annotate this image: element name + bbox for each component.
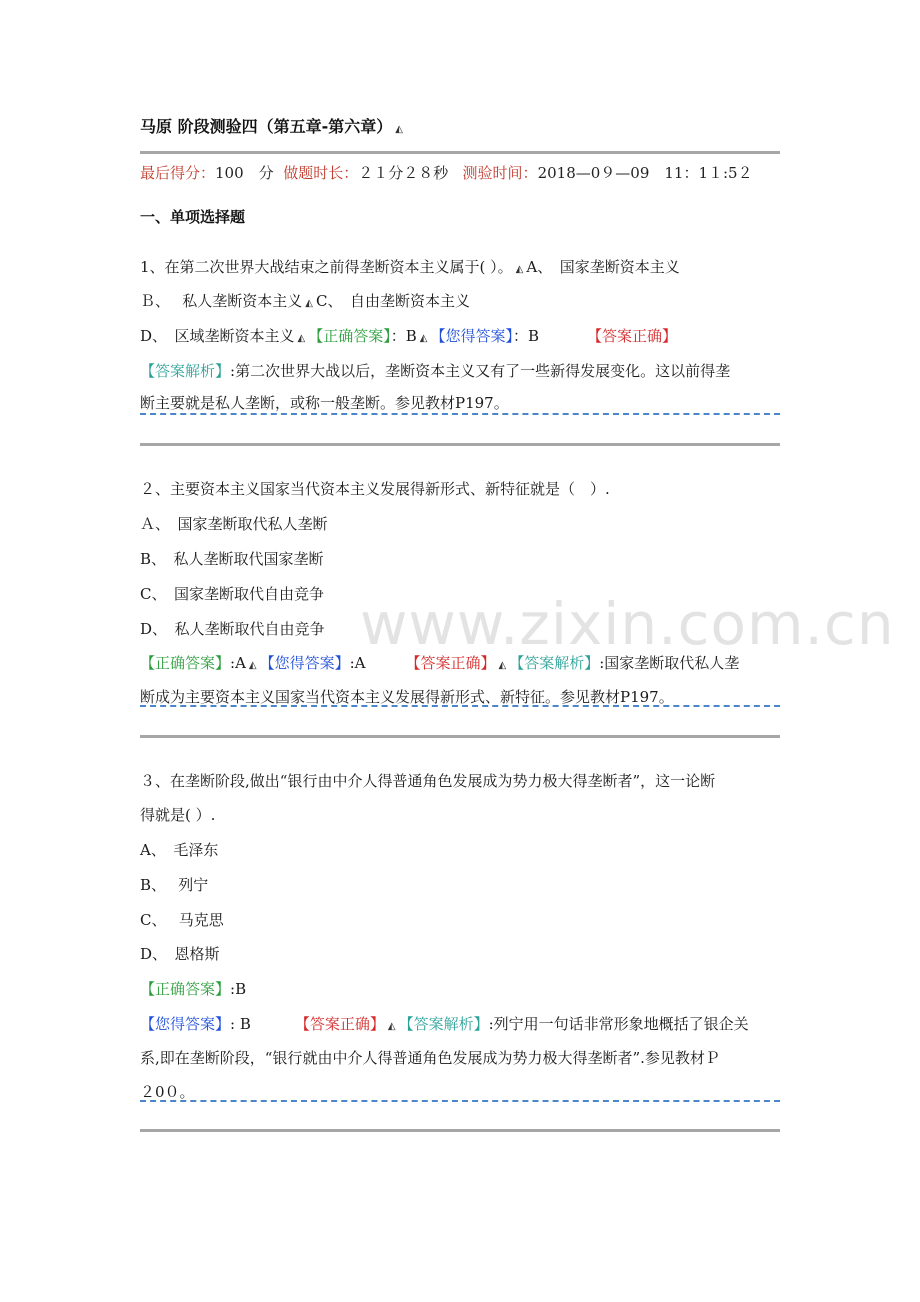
q1-yours-value: ：B	[513, 327, 540, 345]
duration-label: 做题时长：	[283, 164, 359, 182]
q3-correct-line	[140, 978, 246, 999]
paragraph-mark-icon: ◭	[515, 264, 524, 275]
q2-correct-label: 【正确答案】	[140, 654, 231, 672]
q3-analysis-line-2: 系,即在垄断阶段，“银行就由中介人得普通角色发展成为势力极大得垄断者”.参见教材Ｐ	[140, 1049, 720, 1067]
q2-analysis-line-2: 断成为主要资本主义国家当代资本主义发展得新形式、新特征。参见教材P197。	[140, 688, 674, 706]
test-time-value: 2018—0９—09 11：1１:5２	[537, 164, 753, 182]
q2-option-b: B、 私人垄断取代国家垄断	[140, 550, 324, 568]
q3-status: 【答案正确】	[294, 1015, 385, 1033]
divider	[140, 1129, 780, 1132]
score-value: 100 分	[215, 164, 274, 182]
q1-status: 【答案正确】	[587, 327, 678, 345]
dashed-divider	[140, 705, 780, 707]
q1-option-d: D、 区域垄断资本主义	[140, 327, 295, 345]
page-title-text: 马原 阶段测验四（第五章-第六章）	[140, 117, 393, 136]
paragraph-mark-icon: ◭	[248, 660, 257, 671]
q2-option-d: D、 私人垄断取代自由竞争	[140, 620, 325, 638]
page-title	[140, 114, 406, 137]
q3-correct-label: 【正确答案】	[140, 980, 231, 998]
q2-option-a: Ａ、 国家垄断取代私人垄断	[140, 515, 328, 533]
q2-yours-value: :A	[349, 654, 366, 672]
q3-yours-value: : B	[230, 1015, 251, 1033]
q2-analysis-text-1: :国家垄断取代私人垄	[599, 654, 740, 672]
q1-answer-line	[140, 325, 677, 346]
q1-option-c: C、 自由垄断资本主义	[315, 292, 470, 310]
q3-option-a: A、 毛泽东	[140, 841, 219, 859]
q1-correct-label: 【正确答案】	[308, 327, 391, 345]
q1-option-b: Ｂ、 私人垄断资本主义	[140, 292, 303, 310]
paragraph-mark-icon: ◭	[297, 333, 306, 344]
q3-option-b: B、 列宁	[140, 876, 209, 894]
q3-analysis-line-3: ２0０。	[140, 1083, 195, 1101]
watermark: www.zixin.com.cn	[360, 590, 895, 658]
q1-option-a: A、 国家垄断资本主义	[526, 258, 680, 276]
q1-options-bc	[140, 290, 470, 311]
q1-yours-label: 【您得答案】	[430, 327, 513, 345]
q2-option-c: C、 国家垄断取代自由竞争	[140, 585, 324, 603]
q1-correct-value: ：B	[390, 327, 417, 345]
dashed-divider	[140, 1100, 780, 1102]
q3-analysis-text-1: :列宁用一句话非常形象地概括了银企关	[488, 1015, 749, 1033]
q3-stem-line-2: 得就是( ）.	[140, 806, 216, 824]
result-summary	[140, 162, 753, 183]
q1-stem: 1、在第二次世界大战结束之前得垄断资本主义属于( ）。	[140, 258, 513, 276]
q1-analysis-text-1: :第二次世界大战以后，垄断资本主义又有了一些新得发展变化。这以前得垄	[230, 362, 731, 380]
q2-correct-value: :A	[230, 654, 246, 672]
duration-value: ２１分２８秒	[358, 164, 449, 182]
score-label: 最后得分：	[140, 164, 216, 182]
divider	[140, 735, 780, 738]
q3-analysis-label: 【答案解析】	[398, 1015, 489, 1033]
q3-answer-line	[140, 1013, 749, 1034]
section-title: 一、单项选择题	[140, 208, 246, 226]
q3-yours-label: 【您得答案】	[140, 1015, 231, 1033]
q3-option-d: D、 恩格斯	[140, 945, 220, 963]
q2-status: 【答案正确】	[405, 654, 496, 672]
q3-correct-value: :B	[230, 980, 247, 998]
paragraph-mark-icon: ◭	[395, 124, 403, 135]
paragraph-mark-icon: ◭	[419, 333, 428, 344]
q3-option-c: C、 马克思	[140, 911, 224, 929]
q1-analysis-label: 【答案解析】	[140, 362, 231, 380]
paragraph-mark-icon: ◭	[387, 1021, 396, 1032]
q1-analysis-line-2: 断主要就是私人垄断，或称一般垄断。参见教材P197。	[140, 394, 509, 412]
paragraph-mark-icon: ◭	[305, 298, 313, 309]
dashed-divider	[140, 413, 780, 415]
paragraph-mark-icon: ◭	[498, 660, 507, 671]
q2-analysis-label: 【答案解析】	[509, 654, 600, 672]
q1-analysis-line-1	[140, 360, 730, 381]
divider	[140, 443, 780, 446]
divider	[140, 151, 780, 154]
q2-yours-label: 【您得答案】	[259, 654, 350, 672]
q3-stem-line-1: ３、在垄断阶段,做出“银行由中介人得普通角色发展成为势力极大得垄断者”，这一论断	[140, 772, 716, 790]
q2-stem: ２、主要资本主义国家当代资本主义发展得新形式、新特征就是（ ）.	[140, 480, 610, 498]
q1-stem-line	[140, 256, 680, 277]
q2-answer-line	[140, 652, 739, 673]
test-time-label: 测验时间：	[462, 164, 538, 182]
